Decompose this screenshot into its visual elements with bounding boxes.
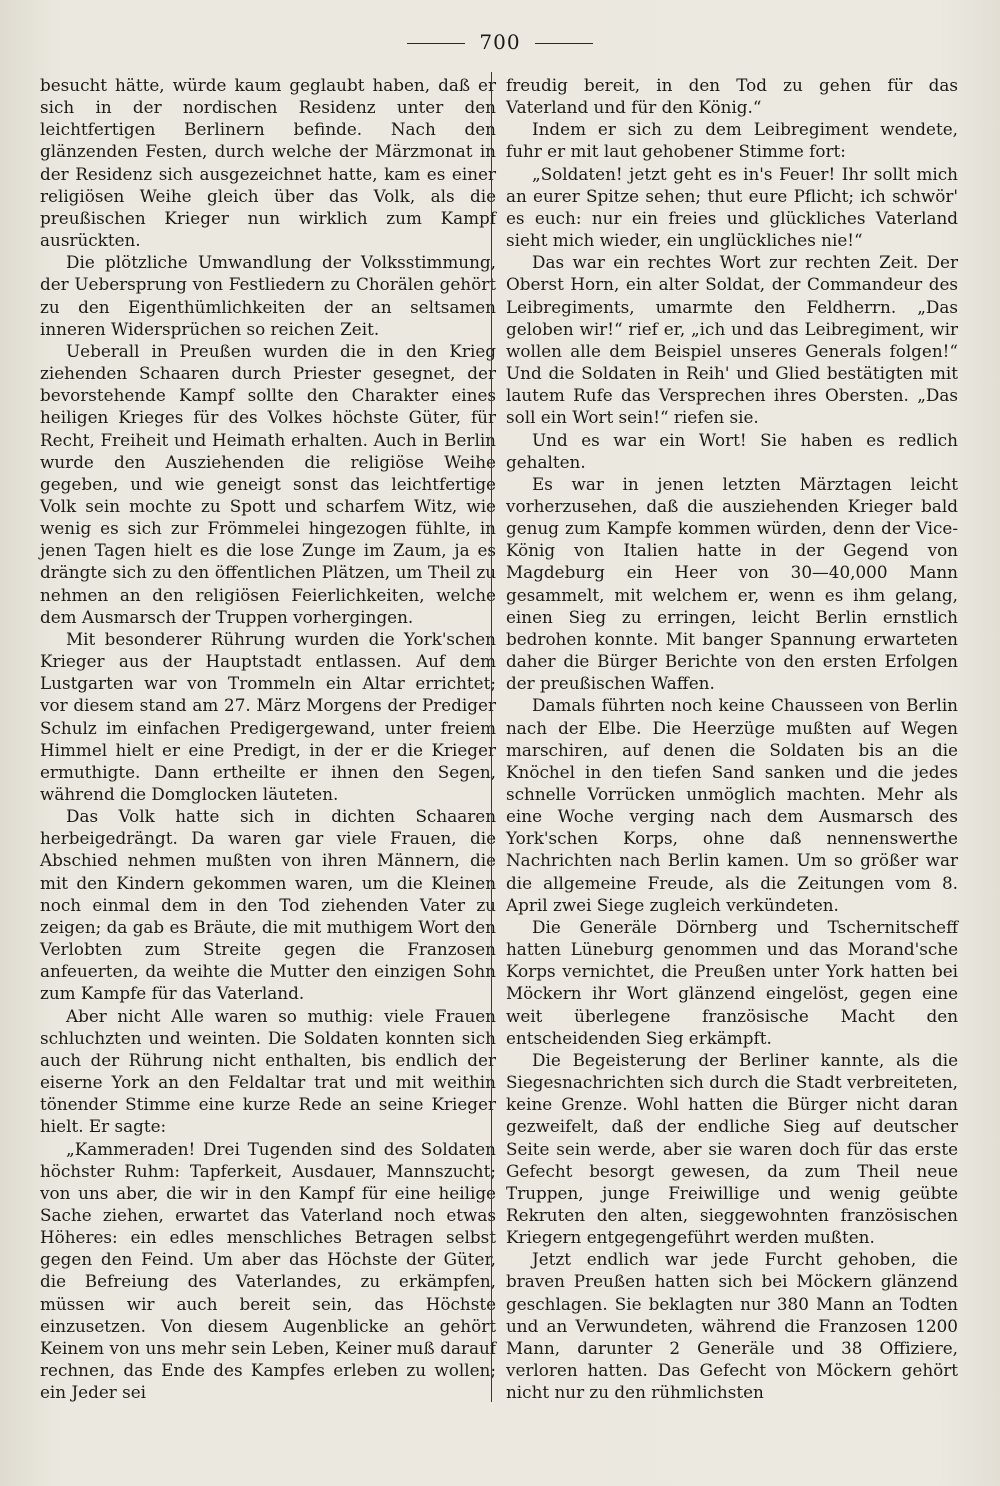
header-rule-right	[535, 43, 593, 44]
paragraph: Indem er sich zu dem Leibregiment wendete, fuhr er mit laut gehobener Stimme fort:	[506, 119, 958, 162]
right-column	[506, 74, 958, 1403]
paragraph: Jetzt endlich war jede Furcht gehoben, die braven Preußen hatten sich bei Möckern glänzend geschlagen. Sie beklagten nur 380 Mann an Todten und an Verwundeten, während die Franzosen 1200 Mann, darunter 2 Generäle und 38 Offiziere, verloren hatten. Das Gefecht von Möckern gehört nicht nur zu den rühmlichsten	[506, 1249, 958, 1403]
paragraph: freudig bereit, in den Tod zu gehen für das Vaterland und für den König.“	[506, 75, 958, 118]
page-header	[0, 30, 1000, 54]
paragraph: Die Generäle Dörnberg und Tschernitscheff hatten Lüneburg genommen und das Morand'sche Korps vernichtet, die Preußen unter York hatten bei Möckern ihr Wort glänzend eingelöst, gegen eine weit überlegene französische Macht den entscheidenden Sieg erkämpft.	[506, 916, 958, 1048]
paragraph: „Kammeraden! Drei Tugenden sind des Soldaten höchster Ruhm: Tapferkeit, Ausdauer, Mannszucht; von uns aber, die wir in den Kampf für eine heilige Sache ziehen, erwartet das Vaterland noch etwas Höheres: ein edles menschliches Betragen selbst gegen den Feind. Um aber das Höchste der Güter, die Befreiung des Vaterlandes, zu erkämpfen, müssen wir auch bereit sein, das Höchste einzusetzen. Von diesem Augenblicke an gehört Keinem von uns mehr sein Leben, Keiner muß darauf rechnen, das Ende des Kampfes erleben zu wollen; ein Jeder sei	[40, 1138, 496, 1403]
column-divider	[491, 72, 492, 1402]
paragraph: Es war in jenen letzten Märztagen leicht vorherzusehen, daß die ausziehenden Krieger bald genug zum Kampfe kommen würden, denn der Vice-König von Italien hatte in der Gegend von Magdeburg ein Heer von 30—40,000 Mann gesammelt, mit welchem er, wenn es ihm gelang, einen Sieg zu erringen, leicht Berlin ernstlich bedrohen konnte. Mit banger Spannung erwarteten daher die Bürger Berichte von den ersten Erfolgen der preußischen Waffen.	[506, 473, 958, 694]
header-rule-left	[407, 43, 465, 44]
paragraph: Damals führten noch keine Chausseen von Berlin nach der Elbe. Die Heerzüge mußten auf Wegen marschiren, auf denen die Soldaten bis an die Knöchel in den tiefen Sand sanken und die jedes schnelle Vorrücken unmöglich machten. Mehr als eine Woche verging nach dem Ausmarsch des York'schen Korps, ohne daß nennenswerthe Nachrichten nach Berlin kamen. Um so größer war die allgemeine Freude, als die Zeitungen vom 8. April zwei Siege zugleich verkündeten.	[506, 695, 958, 915]
paragraph: Mit besonderer Rührung wurden die York'schen Krieger aus der Hauptstadt entlassen. Auf dem Lustgarten war von Trommeln ein Altar errichtet; vor diesem stand am 27. März Morgens der Prediger Schulz im einfachen Predigergewand, unter freiem Himmel hielt er eine Predigt, in der er die Krieger ermuthigte. Dann ertheilte er ihnen den Segen, während die Domglocken läuteten.	[40, 628, 496, 804]
paragraph: Aber nicht Alle waren so muthig: viele Frauen schluchzten und weinten. Die Soldaten konnten sich auch der Rührung nicht enthalten, bis endlich der eiserne York an den Feldaltar trat und mit weithin tönender Stimme eine kurze Rede an seine Krieger hielt. Er sagte:	[40, 1005, 496, 1137]
left-column	[40, 74, 496, 1403]
paragraph: „Soldaten! jetzt geht es in's Feuer! Ihr sollt mich an eurer Spitze sehen; thut eure Pflicht; ich schwör' es euch: nur ein freies und glückliches Vaterland sieht mich wieder, ein unglückliches nie!“	[506, 163, 958, 251]
paragraph: Das Volk hatte sich in dichten Schaaren herbeigedrängt. Da waren gar viele Frauen, die Abschied nehmen mußten von ihren Männern, die mit den Kindern gekommen waren, um die Kleinen noch einmal dem in den Tod ziehenden Vater zu zeigen; da gab es Bräute, die mit muthigem Wort den Verlobten zum Streite gegen die Franzosen anfeuerten, da weihte die Mutter den einzigen Sohn zum Kampfe für das Vaterland.	[40, 806, 496, 1004]
paragraph: Die plötzliche Umwandlung der Volksstimmung, der Uebersprung von Festliedern zu Chorälen gehört zu den Eigenthümlichkeiten der an seltsamen inneren Widersprüchen so reichen Zeit.	[40, 252, 496, 339]
page-number: 700	[479, 30, 521, 54]
paragraph: Und es war ein Wort! Sie haben es redlich gehalten.	[506, 429, 958, 472]
paragraph: Das war ein rechtes Wort zur rechten Zeit. Der Oberst Horn, ein alter Soldat, der Commandeur des Leibregiments, umarmte den Feldherrn. „Das geloben wir!“ rief er, „ich und das Leibregiment, wir wollen alle dem Beispiel unseres Generals folgen!“ Und die Soldaten in Reih' und Glied bestätigten mit lautem Rufe das Versprechen ihres Obersten. „Das soll ein Wort sein!“ riefen sie.	[506, 252, 958, 428]
paragraph: besucht hätte, würde kaum geglaubt haben, daß er sich in der nordischen Residenz unter den leichtfertigen Berlinern befinde. Nach den glänzenden Festen, durch welche der Märzmonat in der Residenz sich ausgezeichnet hatte, kam es einer religiösen Weihe gleich über das Volk, als die preußischen Krieger nun wirklich zum Kampf ausrückten.	[40, 75, 496, 251]
paragraph: Die Begeisterung der Berliner kannte, als die Siegesnachrichten sich durch die Stadt verbreiteten, keine Grenze. Wohl hatten die Bürger nicht daran gezweifelt, daß der endliche Sieg auf deutscher Seite sein werde, aber sie waren doch für das erste Gefecht besorgt gewesen, da zum Theil neue Truppen, junge Freiwillige und wenig geübte Rekruten den alten, sieggewohnten französischen Kriegern entgegengeführt werden mußten.	[506, 1049, 958, 1248]
paragraph: Ueberall in Preußen wurden die in den Krieg ziehenden Schaaren durch Priester gesegnet, der bevorstehende Kampf sollte den Charakter eines heiligen Krieges für des Volkes höchste Güter, für Recht, Freiheit und Heimath erhalten. Auch in Berlin wurde den Ausziehenden die religiöse Weihe gegeben, und wie geneigt sonst das leichtfertige Volk sein mochte zu Spott und scharfem Witz, wie wenig es sich zur Frömmelei hingezogen fühlte, in jenen Tagen hielt es die lose Zunge im Zaum, ja es drängte sich zu den öffentlichen Plätzen, um Theil zu nehmen an den religiösen Feierlichkeiten, welche dem Ausmarsch der Truppen vorhergingen.	[40, 340, 496, 627]
